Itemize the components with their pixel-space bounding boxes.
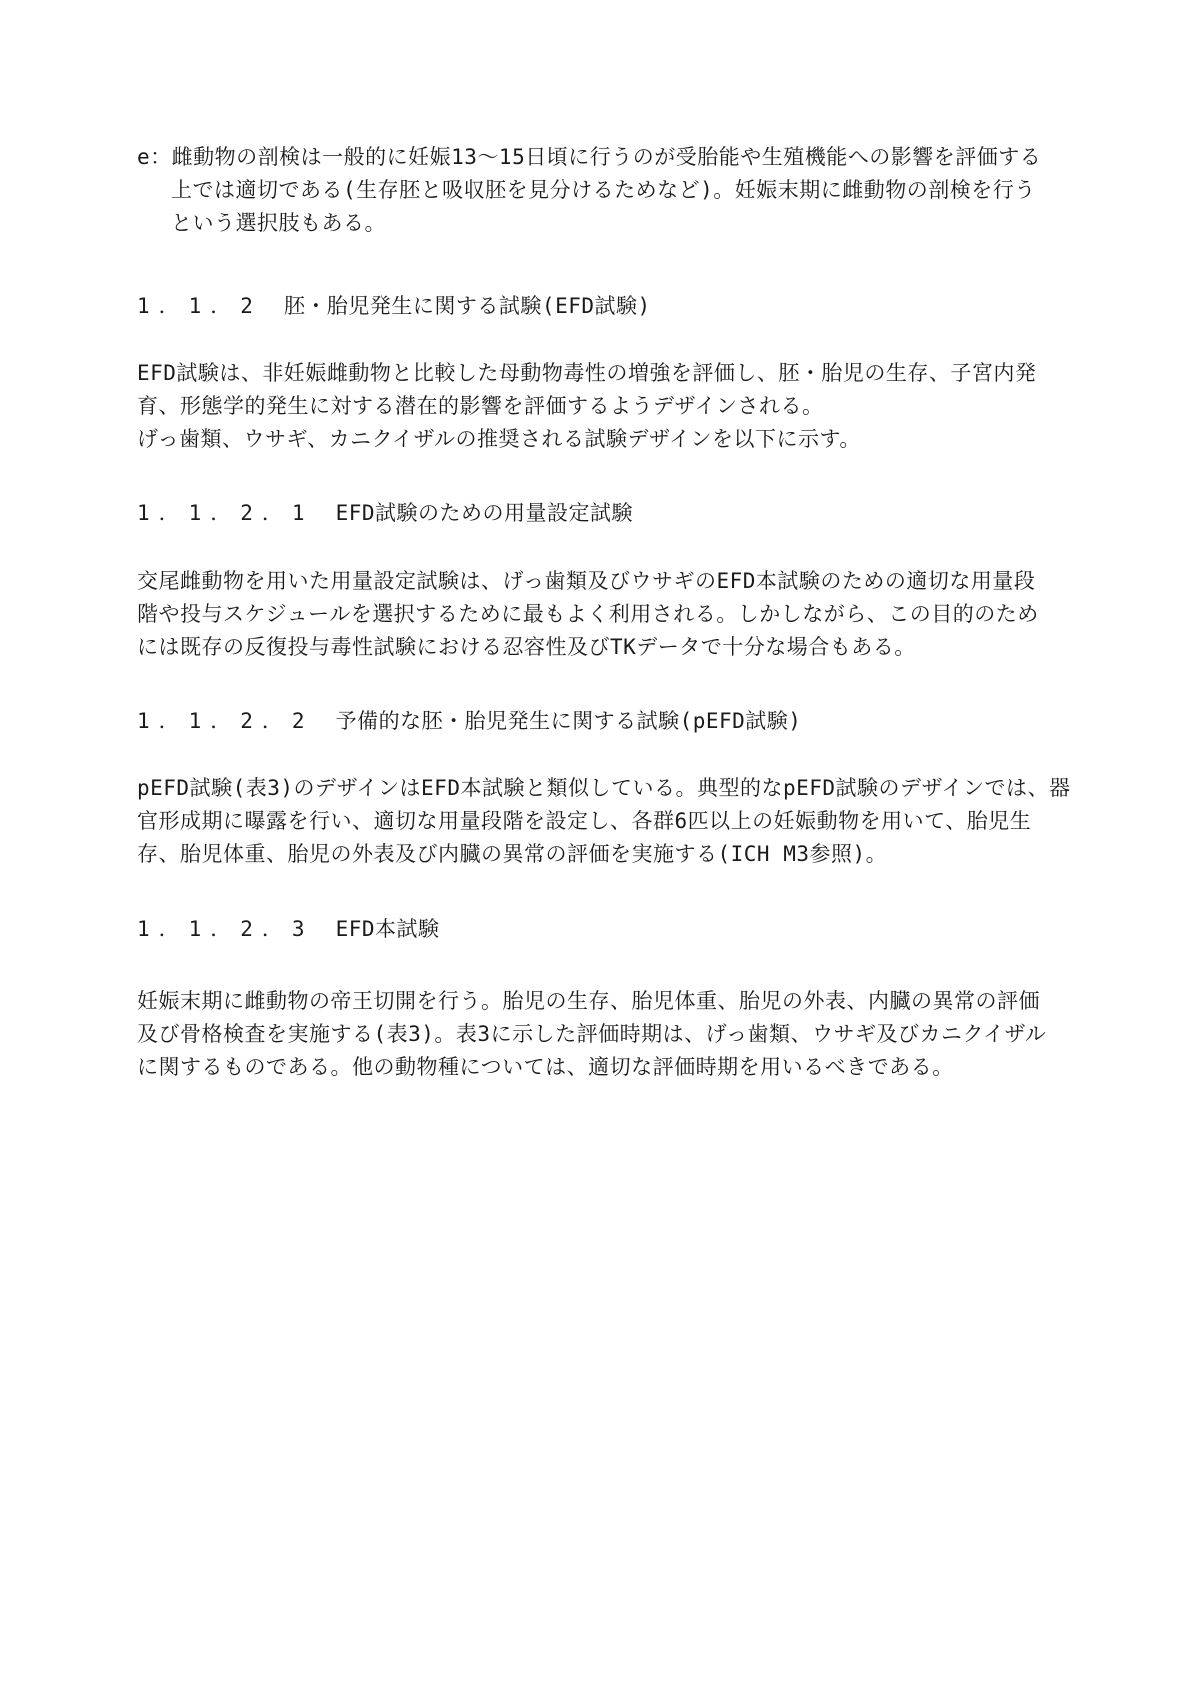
section-1-1-2-1-line-1: 交尾雌動物を用いた用量設定試験は、げっ歯類及びウサギのEFD本試験のための適切な用量段	[137, 569, 1036, 593]
section-1-1-2-3-number: 1．1．2．3	[137, 917, 314, 941]
section-1-1-2-1-heading	[137, 497, 633, 530]
section-1-1-2-1-paragraph	[137, 565, 1047, 664]
section-1-1-2-line-2: 育、形態学的発生に対する潜在的影響を評価するようデザインされる。	[137, 394, 824, 418]
section-1-1-2-2-heading	[137, 705, 801, 738]
item-e-line-3: という選択肢もある。	[171, 211, 386, 235]
section-1-1-2-paragraph	[137, 357, 1047, 456]
section-1-1-2-1-line-2: 階や投与スケジュールを選択するために最もよく利用される。しかしながら、この目的のため	[137, 602, 1039, 626]
section-1-1-2-3-heading	[137, 913, 440, 946]
section-1-1-2-heading	[137, 290, 651, 323]
section-1-1-2-2-line-2: 官形成期に曝露を行い、適切な用量段階を設定し、各群6匹以上の妊娠動物を用いて、胎児生	[137, 809, 1032, 833]
section-1-1-2-2-line-1: pEFD試験(表3)のデザインはEFD本試験と類似している。典型的なpEFD試験のデザインでは、器	[137, 776, 1071, 800]
section-1-1-2-number: 1．1．2	[137, 294, 262, 318]
section-1-1-2-line-1: EFD試験は、非妊娠雌動物と比較した母動物毒性の増強を評価し、胚・胎児の生存、子宮内発	[137, 361, 1037, 385]
section-1-1-2-2-line-3: 存、胎児体重、胎児の外表及び内臓の異常の評価を実施する(ICH M3参照)。	[137, 842, 888, 866]
section-1-1-2-2-paragraph	[137, 772, 1071, 871]
section-1-1-2-2-title: 予備的な胚・胎児発生に関する試験(pEFD試験)	[335, 709, 802, 733]
item-e-line-2: 上では適切である(生存胚と吸収胚を見分けるためなど)。妊娠末期に雌動物の剖検を行う	[171, 178, 1036, 202]
section-1-1-2-1-title: EFD試験のための用量設定試験	[335, 501, 634, 525]
section-1-1-2-3-title: EFD本試験	[335, 917, 440, 941]
section-1-1-2-1-line-3: には既存の反復投与毒性試験における忍容性及びTKデータで十分な場合もある。	[137, 635, 916, 659]
section-1-1-2-2-number: 1．1．2．2	[137, 709, 314, 733]
section-1-1-2-3-line-1: 妊娠末期に雌動物の帝王切開を行う。胎児の生存、胎児体重、胎児の外表、内臓の異常の評価	[137, 989, 1040, 1013]
section-1-1-2-line-3: げっ歯類、ウサギ、カニクイザルの推奨される試験デザインを以下に示す。	[137, 427, 861, 451]
section-1-1-2-1-number: 1．1．2．1	[137, 501, 314, 525]
item-e-line-1: e：雌動物の剖検は一般的に妊娠13～15日頃に行うのが受胎能や生殖機能への影響を評価する	[137, 145, 1042, 169]
section-1-1-2-3-line-3: に関するものである。他の動物種については、適切な評価時期を用いるべきである。	[137, 1055, 954, 1079]
section-1-1-2-3-line-2: 及び骨格検査を実施する(表3)。表3に示した評価時期は、げっ歯類、ウサギ及びカニクイザル	[137, 1022, 1047, 1046]
section-1-1-2-title: 胚・胎児発生に関する試験(EFD試験)	[283, 294, 651, 318]
item-e-paragraph	[137, 141, 1047, 240]
section-1-1-2-3-paragraph	[137, 985, 1047, 1084]
